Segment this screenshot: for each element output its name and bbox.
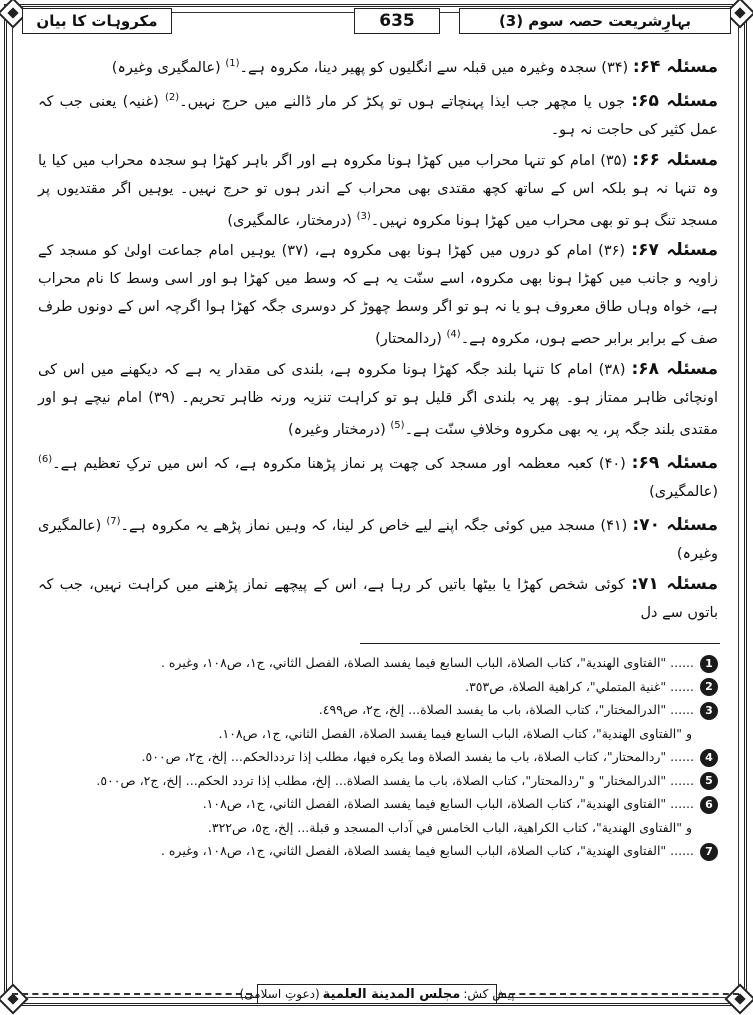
footnote-text: و "الفتاوی الهندية"، كتاب الصلاة، الباب السابع فيما يفسد الصلاة، الفصل الثاني، ج١، ص١٠٨. [218, 725, 692, 741]
footnote-item [48, 723, 718, 747]
footnote-item [48, 840, 718, 864]
footnote-number-badge: 7 [700, 843, 718, 861]
footnote-number-badge: 5 [700, 772, 718, 790]
footnotes [48, 652, 718, 864]
chapter-title: مکروہات کا بیان [22, 8, 172, 34]
masala-paragraph [38, 508, 718, 568]
masala-paragraph [38, 50, 718, 82]
footnote-reference[interactable]: (6) [38, 454, 53, 466]
page-footer [12, 984, 739, 1004]
source-citation: (ردالمحتار) [375, 331, 442, 348]
footnote-item [48, 817, 718, 841]
page-number: 635 [354, 8, 440, 34]
masala-text: (۳۶) امام کو دروں میں کھڑا ہونا بھی مکروہ ہے، (۳۷) یوہیں امام جماعت اولیٰ کو مسجد کے زاویہ و جانب میں کھڑا ہونا بھی مکروہ، اسے سنّت یہ ہے کہ وسط میں کھڑا ہو اور اسی وسط کا نام محراب ہے، خواہ وہاں طاق معروف ہو یا نہ ہو تو اگر وسط چھوڑ کر دوسری جگہ کھڑا ہوا اگرچہ اس کے دونوں طرف صف کے برابر برابر حصے ہوں، مکروہ ہے۔ [38, 243, 718, 348]
masala-label: مسئلہ ۶۷: [631, 240, 719, 261]
footnote-number-badge: 2 [700, 678, 718, 696]
masala-text: کوئی شخص کھڑا یا بیٹھا باتیں کر رہا ہے، اس کے پیچھے نماز پڑھنے میں کراہت نہیں، جب کہ باتوں سے دل [38, 576, 718, 621]
masala-text: (۴۰) کعبہ معظمہ اور مسجد کی چھت پر نماز پڑھنا مکروہ ہے، کہ اس میں ترکِ تعظیم ہے۔ [52, 455, 626, 472]
masala-paragraph [38, 146, 718, 235]
footnote-reference[interactable]: (4) [446, 329, 461, 341]
footnote-item [48, 699, 718, 723]
source-citation: (عالمگیری وغیرہ) [38, 517, 718, 562]
footnote-number-badge: 6 [700, 796, 718, 814]
masala-label: مسئلہ ۶۴: [632, 56, 718, 77]
footnote-number-badge: 3 [700, 702, 718, 720]
masala-paragraph [38, 84, 718, 144]
footnote-item [48, 746, 718, 770]
page-header [20, 8, 731, 36]
footnote-item [48, 770, 718, 794]
publisher-prefix: پیش کش: [463, 987, 515, 1001]
masala-label: مسئلہ ۶۵: [631, 90, 719, 111]
masala-paragraph [38, 236, 718, 353]
masala-text: (۳۵) امام کو تنہا محراب میں کھڑا ہونا مکروہ ہے اور اگر باہر کھڑا ہو سجدہ محراب میں کیا یا وہ تنہا نہ ہو بلکہ اس کے ساتھ کچھ مقتدی بھی محراب کے اندر ہوں تو حرج نہیں۔ یوہیں اگر مقتدیوں پر مسجد تنگ ہو تو بھی محراب میں کھڑا ہونا مکروہ نہیں۔ [38, 152, 718, 229]
main-text [38, 50, 718, 629]
masala-paragraph [38, 446, 718, 506]
masala-label: مسئلہ ۶۶: [632, 149, 718, 170]
publisher-suffix: (دعوتِ اسلامی) [239, 987, 320, 1001]
masala-paragraph [38, 355, 718, 444]
footnote-separator [360, 643, 720, 644]
masala-text: (۳۴) سجدہ وغیرہ میں قبلہ سے انگلیوں کو پھیر دینا، مکروہ ہے۔ [239, 59, 629, 76]
footnote-reference[interactable]: (2) [164, 91, 180, 103]
footnote-reference[interactable]: (7) [106, 515, 121, 527]
footnote-text: ...... "الدرالمختار" و "ردالمحتار"، كتاب الصلاة، باب ما يفسد الصلاة... إلخ، مطلب إذا تردد الحكم... إلخ، ج٢، ص٥٠٠. [96, 772, 694, 788]
source-citation: (غنیہ) یعنی جب کہ عمل کثیر کی حاجت نہ ہو۔ [38, 93, 718, 138]
footer-divider-left [12, 993, 252, 995]
footnote-text: ...... "الفتاوی الهندية"، كتاب الصلاة، الباب السابع فيما يفسد الصلاة، الفصل الثاني، ج١، ص١٠٨، وغيره . [160, 655, 694, 670]
masala-text: (۳۸) امام کا تنہا بلند جگہ کھڑا ہونا مکروہ ہے، بلندی کی مقدار یہ ہے کہ دیکھنے میں اس کی اونچائی ظاہر ممتاز ہو۔ پھر یہ بلندی اگر قلیل ہو تو کراہت تنزیہ ورنہ ظاہر تحریم۔ (۳۹) امام نیچے ہو اور مقتدی بلند جگہ پر، یہ بھی مکروہ وخلافِ سنّت ہے۔ [38, 362, 719, 439]
masala-text: (۴۱) مسجد میں کوئی جگہ اپنے لیے خاص کر لینا، کہ وہیں نماز پڑھے یہ مکروہ ہے۔ [120, 517, 628, 534]
source-citation: (درمختار وغیرہ) [288, 422, 386, 439]
source-citation: (درمختار، عالمگیری) [227, 212, 352, 229]
publisher-name: مجلس المدينة العلمية [322, 986, 461, 1002]
masala-label: مسئلہ ۶۸: [631, 359, 719, 380]
masala-label: مسئلہ ۷۰: [632, 514, 719, 535]
footnote-reference[interactable]: (1) [225, 58, 240, 69]
footnote-item [48, 652, 718, 676]
footnote-text: ...... "غنية المتملي"، كراهية الصلاة، ص٣٥٣. [465, 678, 694, 694]
footnote-item [48, 793, 718, 817]
book-title: بہارِشریعت حصہ سوم (3) [459, 8, 731, 34]
footnote-number-badge: 1 [700, 655, 718, 673]
source-citation: (عالمگیری) [649, 483, 718, 500]
footer-divider-right [499, 993, 739, 995]
footnote-text: ...... "الفتاوی الهندية"، كتاب الصلاة، الباب السابع فيما يفسد الصلاة، الفصل الثاني، ج١، ص١٠٨، وغيره . [160, 843, 694, 858]
footnote-text: و "الفتاوی الهندية"، كتاب الكراهية، الباب الخامس في آداب المسجد و قبلة... إلخ، ج٥، ص٣٢٢. [207, 819, 692, 835]
masala-label: مسئلہ ۶۹: [631, 452, 718, 473]
footnote-text: ...... "ردالمحتار"، كتاب الصلاة، باب ما يفسد الصلاة وما يكره فيها، مطلب إذا ترددالحكم... إلخ، ج٢، ص٥٠٠. [141, 749, 694, 764]
source-citation: (عالمگیری وغیرہ) [111, 59, 221, 76]
publisher-credit [239, 984, 515, 1004]
footnote-reference[interactable]: (3) [356, 210, 371, 222]
masala-paragraph [38, 570, 718, 627]
footnote-number-badge: 4 [700, 749, 718, 767]
masala-label: مسئلہ ۷۱: [631, 573, 719, 594]
footnote-text: ...... "الدرالمختار"، كتاب الصلاة، باب ما يفسد الصلاة... إلخ، ج٢، ص٤٩٩. [318, 702, 694, 717]
footnote-text: ...... "الفتاوی الهندية"، كتاب الصلاة، الباب السابع فيما يفسد الصلاة، الفصل الثاني، ج١، ص١٠٨. [202, 796, 694, 811]
footnote-reference[interactable]: (5) [390, 420, 405, 432]
masala-text: جوں یا مچھر جب ایذا پہنچاتے ہوں تو پکڑ کر مار ڈالنے میں حرج نہیں۔ [179, 93, 626, 110]
footnote-item [48, 676, 718, 700]
